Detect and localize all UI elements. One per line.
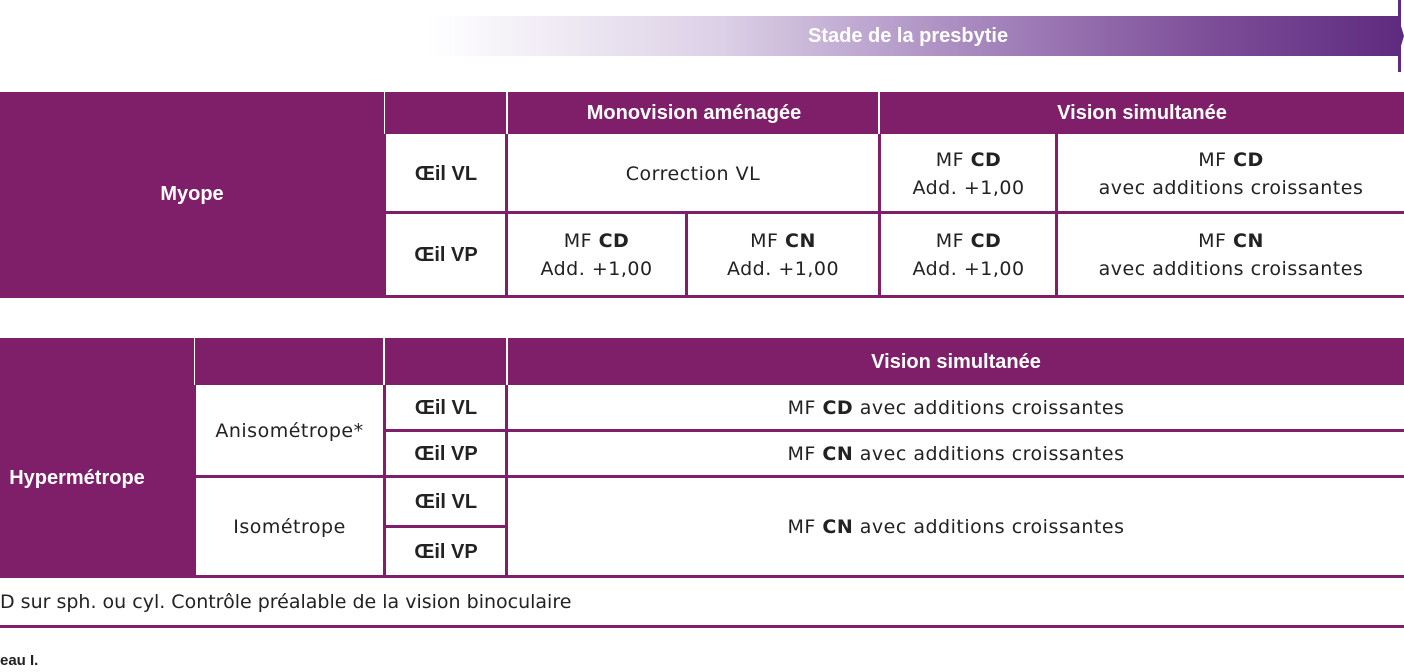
myope-vp-mono1: MF CD Add. +1,00: [540, 230, 653, 280]
footnote: D sur sph. ou cyl. Contrôle préalable de la vision binoculaire: [0, 591, 572, 613]
myope-eye-vl: Œil VL: [414, 163, 478, 185]
myope-vp-sim1: MF CD Add. +1,00: [912, 230, 1025, 280]
grid-line: [384, 525, 508, 528]
header-divider: [878, 92, 880, 134]
myope-vp-sim2: MF CN avec additions croissantes: [1098, 230, 1364, 280]
iso-value: MF CN avec additions croissantes: [787, 515, 1125, 538]
header-divider: [506, 92, 508, 134]
myope-vl-sim1: MF CD Add. +1,00: [912, 149, 1025, 199]
grid-line: [0, 295, 1404, 298]
grid-line: [505, 134, 508, 296]
myope-vp-mono2: MF CN Add. +1,00: [726, 230, 840, 280]
myope-eye-vp: Œil VP: [414, 244, 478, 266]
myope-vl-sim2: MF CD avec additions croissantes: [1098, 149, 1364, 199]
arrow-tip-line: [1398, 0, 1401, 72]
iso-eye-vp: Œil VP: [414, 540, 478, 563]
header-divider: [383, 338, 385, 385]
iso-eye-vl: Œil VL: [414, 490, 478, 513]
grid-line: [878, 134, 881, 296]
grid-line: [1055, 134, 1058, 296]
iso-label: Isométrope: [233, 515, 346, 538]
aniso-vp-value: MF CN avec additions croissantes: [787, 442, 1125, 465]
grid-line: [505, 385, 508, 576]
table-caption: eau I.: [0, 652, 39, 669]
aniso-eye-vl: Œil VL: [414, 396, 478, 419]
grid-line: [194, 475, 1404, 478]
header-divider: [506, 338, 508, 385]
myope-label: Myope: [0, 92, 384, 296]
aniso-label: Anisométrope*: [215, 419, 364, 442]
footnote-divider: [0, 625, 1404, 628]
aniso-eye-vp: Œil VP: [414, 442, 478, 465]
grid-line: [383, 385, 386, 576]
myope-vl-monovision: Correction VL: [625, 163, 761, 185]
hyper-label: Hypermétrope: [0, 338, 194, 575]
aniso-vl-value: MF CD avec additions croissantes: [787, 396, 1125, 419]
grid-line: [384, 211, 1404, 214]
myope-col-monovision: Monovision aménagée: [508, 92, 880, 134]
grid-line: [193, 385, 196, 576]
myope-col-simultanee: Vision simultanée: [880, 92, 1404, 134]
grid-line: [383, 134, 386, 296]
grid-line: [384, 429, 1404, 432]
hyper-col-simultanee: Vision simultanée: [508, 338, 1404, 385]
grid-line: [685, 212, 688, 296]
grid-line: [0, 575, 1404, 578]
presbyopia-stage-title: Stade de la presbytie: [808, 25, 1009, 47]
